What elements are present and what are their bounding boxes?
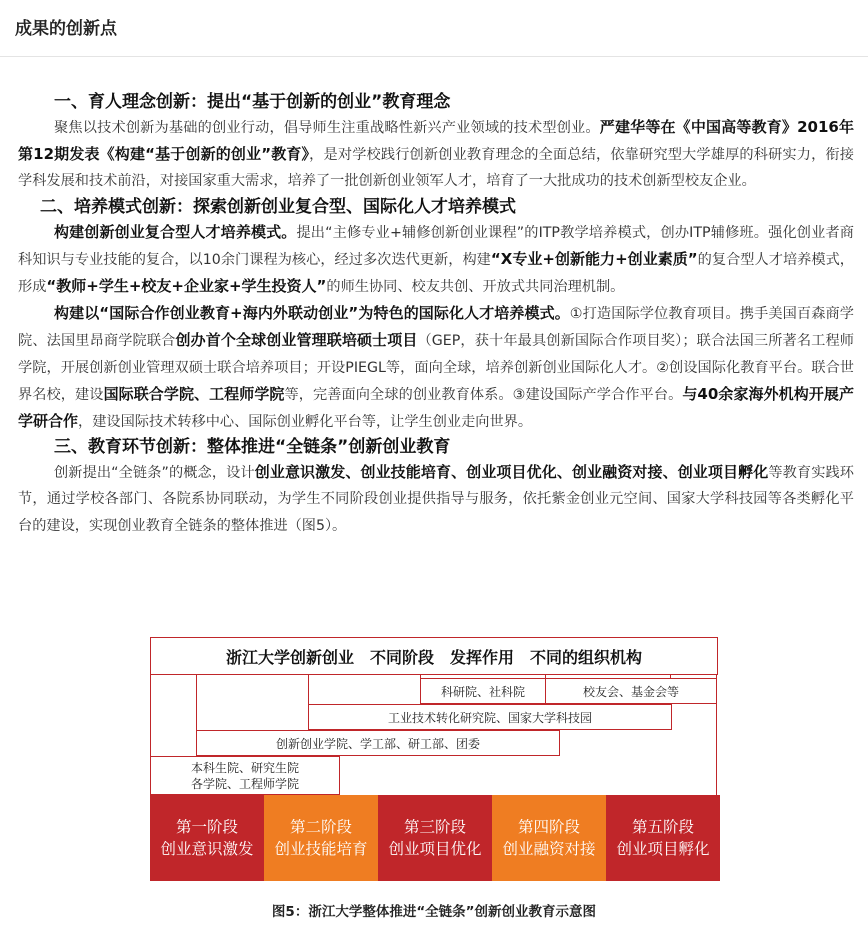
stage-3-desc: 创业项目优化 (388, 840, 482, 858)
stage-2 (264, 795, 378, 881)
stage-5-desc: 创业项目孵化 (616, 840, 710, 858)
bold-text: “教师+学生+校友+企业家+学生投资人” (46, 277, 327, 296)
stage-4-name: 第四阶段 (517, 818, 580, 836)
bold-text: 创业意识激发、创业技能培育、创业项目优化、创业融资对接、创业项目孵化 (254, 463, 769, 482)
lane-innovation-college: 创新创业学院、学工部、研工部、团委 (196, 730, 560, 756)
stage-1 (150, 795, 264, 881)
stage-1-desc: 创业意识激发 (160, 840, 254, 858)
stage-4 (492, 795, 606, 881)
diagram-title: 浙江大学创新创业 不同阶段 发挥作用 不同的组织机构 (150, 637, 718, 675)
lane-schools-line-2: 各学院、工程师学院 (190, 776, 299, 791)
bold-text: “X专业+创新能力+创业素质” (490, 249, 698, 268)
stage-2-desc: 创业技能培育 (274, 840, 368, 858)
section-heading-3: 三、教育环节创新：整体推进“全链条”创新创业教育 (54, 437, 451, 458)
stage-3 (378, 795, 492, 881)
bold-text: 严建华等在《中国高等教育》2016年第12期发表《构建“基于创新的创业”教育》 (18, 118, 854, 164)
article-body (18, 90, 854, 539)
bold-text: 构建以“国际合作创业教育+海内外联动创业”为特色的国际化人才培养模式。 (54, 304, 570, 323)
full-chain-diagram (150, 637, 720, 881)
stage-4-desc: 创业融资对接 (502, 840, 596, 858)
header-divider (0, 56, 868, 57)
lane-schools-line-1: 本科生院、研究生院 (190, 760, 299, 775)
stage-5 (606, 795, 720, 881)
stage-1-name: 第一阶段 (175, 818, 238, 836)
stage-5-name: 第五阶段 (631, 818, 694, 836)
diagram-connector (308, 674, 309, 708)
lane-schools (150, 756, 340, 795)
bold-text: 国际联合学院、工程师学院 (103, 384, 285, 403)
bold-text: 与40余家海外机构开展产学研合作 (18, 384, 854, 431)
section-heading-1: 一、育人理念创新：提出“基于创新的创业”教育理念 (54, 92, 451, 112)
page-title: 成果的创新点 (15, 19, 117, 39)
section-1-paragraph-1: 聚焦以技术创新为基础的创业行动，倡导师生注重战略性新兴产业领域的技术型创业。严建华等在《中国高等教育》2016年第12期发表《构建“基于创新的创业”教育》，是对学校践行创新创业教育理念的全面总结，依靠研究型大学雄厚的科研实力，衔接学科发展和技术前沿，对接国家重大需求，培养了一批创新创业领军人才，培育了一大批成功的技术创新型校友企业。 (18, 118, 854, 190)
lane-tech-transfer: 工业技术转化研究院、国家大学科技园 (308, 704, 672, 730)
section-2-paragraph-1: 构建创新创业复合型人才培养模式。提出“主修专业+辅修创新创业课程”的ITP教学培养模式，创办ITP辅修班。强化创业者商科知识与专业技能的复合，以10余门课程为核心，经过多次迭代更新，构建“X专业+创新能力+创业素质”的复合型人才培养模式，形成“教师+学生+校友+企业家+学生投资人”的师生协同、校友共创、开放式共同治理机制。 (18, 222, 854, 296)
diagram-connector (196, 674, 197, 737)
lane-research-institutes: 科研院、社科院 (420, 678, 546, 704)
section-2-paragraph-2: 构建以“国际合作创业教育+海内外联动创业”为特色的国际化人才培养模式。①打造国际学位教育项目。携手美国百森商学院、法国里昂商学院联合创办首个全球创业管理联培硕士项目（GEP，获十年最具创新国际合作项目奖）；联合法国三所著名工程师学院，开展创新创业管理双硕士联合培养项目；开设PIEGL等，面向全球，培养创新创业国际化人才。②创设国际化教育平台。联合世界名校，建设国际联合学院、工程师学院等，完善面向全球的创业教育体系。③建设国际产学合作平台。与40余家海外机构开展产学研合作，建设国际技术转移中心、国际创业孵化平台等，让学生创业走向世界。 (18, 304, 854, 431)
bold-text: 创办首个全球创业管理联培硕士项目 (175, 331, 418, 350)
section-3-paragraph-1: 创新提出“全链条”的概念，设计创业意识激发、创业技能培育、创业项目优化、创业融资对接、创业项目孵化等教育实践环节，通过学校各部门、各院系协同联动，为学生不同阶段创业提供指导与服务，依托紫金创业元空间、国家大学科技园等各类孵化平台的建设，实现创业教育全链条的整体推进（图5）。 (18, 463, 854, 534)
section-heading-2: 二、培养模式创新：探索创新创业复合型、国际化人才培养模式 (40, 196, 516, 217)
figure-caption: 图5：浙江大学整体推进“全链条”创新创业教育示意图 (271, 904, 597, 920)
lane-alumni-foundation: 校友会、基金会等 (545, 678, 717, 704)
stage-3-name: 第三阶段 (403, 818, 466, 836)
bold-text: 构建创新创业复合型人才培养模式。 (54, 222, 297, 241)
stage-2-name: 第二阶段 (289, 818, 352, 836)
